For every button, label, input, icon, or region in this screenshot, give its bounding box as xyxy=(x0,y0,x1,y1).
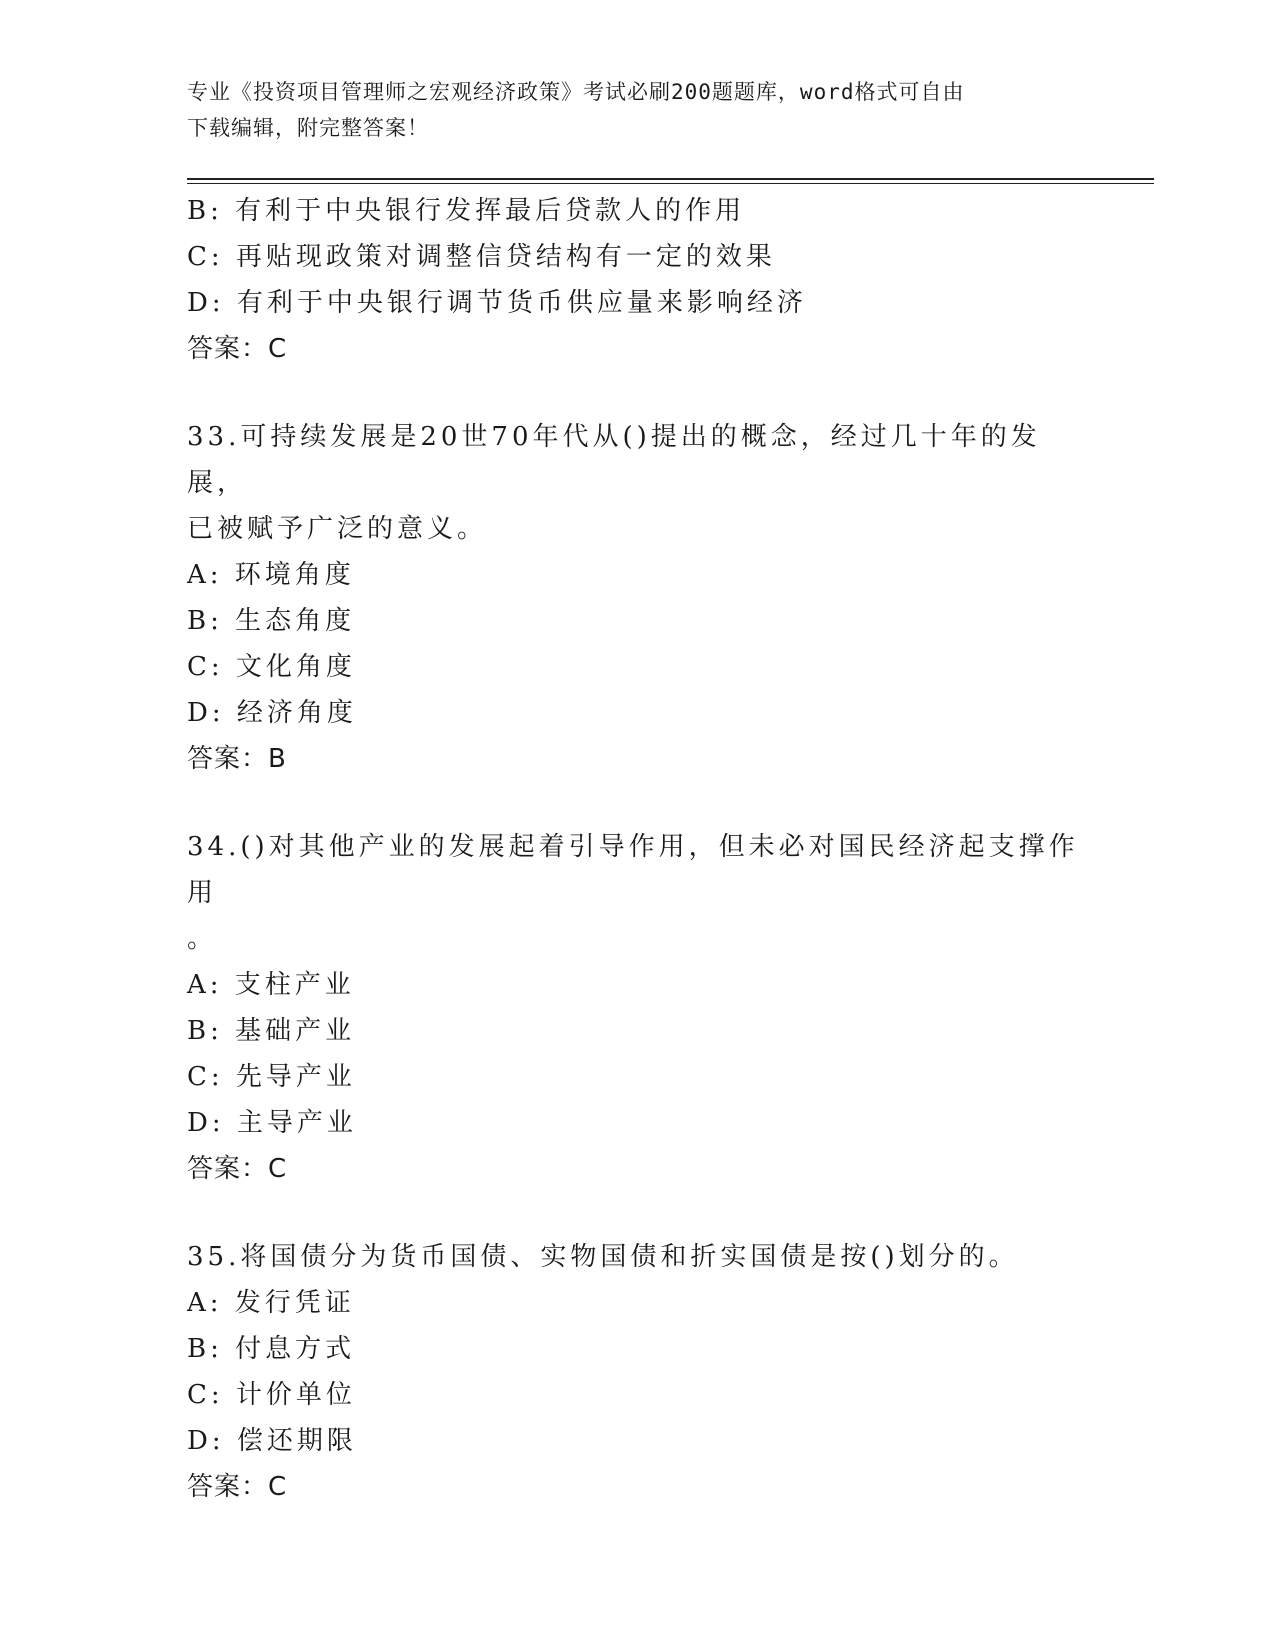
option-a: A: 环境角度 xyxy=(187,560,355,590)
question-text-line-2: 已被赋予广泛的意义。 xyxy=(187,514,488,544)
option-a: A: 支柱产业 xyxy=(187,970,355,1000)
header-line-2: 下载编辑，附完整答案！ xyxy=(187,116,429,140)
question-text xyxy=(187,414,1087,552)
question-text-line-1: 33.可持续发展是20世70年代从()提出的概念，经过几十年的发展， xyxy=(187,422,1041,498)
option-a: A: 发行凭证 xyxy=(187,1288,355,1318)
header-rule-thin xyxy=(187,183,1154,184)
question-block-34 xyxy=(187,824,1087,1192)
question-block-35 xyxy=(187,1234,1087,1510)
question-text-line-1: 34.()对其他产业的发展起着引导作用，但未必对国民经济起支撑作用 xyxy=(187,832,1079,908)
option-c: C: 再贴现政策对调整信贷结构有一定的效果 xyxy=(187,242,776,272)
option-b: B: 生态角度 xyxy=(187,606,356,636)
option-c: C: 计价单位 xyxy=(187,1380,356,1410)
header-line-1: 专业《投资项目管理师之宏观经济政策》考试必刷200题题库，word格式可自由 xyxy=(187,80,965,104)
question-text-line-2: 。 xyxy=(187,924,218,954)
option-d: D: 偿还期限 xyxy=(187,1426,357,1456)
option-d: D: 主导产业 xyxy=(187,1108,357,1138)
question-text xyxy=(187,824,1087,962)
question-text xyxy=(187,1234,1087,1280)
option-b: B: 有利于中央银行发挥最后贷款人的作用 xyxy=(187,196,746,226)
document-header xyxy=(187,74,1067,146)
answer-line: 答案：C xyxy=(187,1154,288,1184)
option-b: B: 付息方式 xyxy=(187,1334,356,1364)
question-text-line-1: 35.将国债分为货币国债、实物国债和折实国债是按()划分的。 xyxy=(187,1242,1019,1272)
option-c: C: 文化角度 xyxy=(187,652,356,682)
question-list xyxy=(187,188,1087,1510)
question-block-33 xyxy=(187,414,1087,782)
answer-line: 答案：C xyxy=(187,1472,288,1502)
answer-line: 答案：B xyxy=(187,744,287,774)
header-rule-thick xyxy=(187,178,1154,180)
option-d: D: 经济角度 xyxy=(187,698,357,728)
option-b: B: 基础产业 xyxy=(187,1016,356,1046)
answer-line: 答案：C xyxy=(187,334,288,364)
option-d: D: 有利于中央银行调节货币供应量来影响经济 xyxy=(187,288,807,318)
option-c: C: 先导产业 xyxy=(187,1062,356,1092)
prev-question-block xyxy=(187,188,1087,372)
